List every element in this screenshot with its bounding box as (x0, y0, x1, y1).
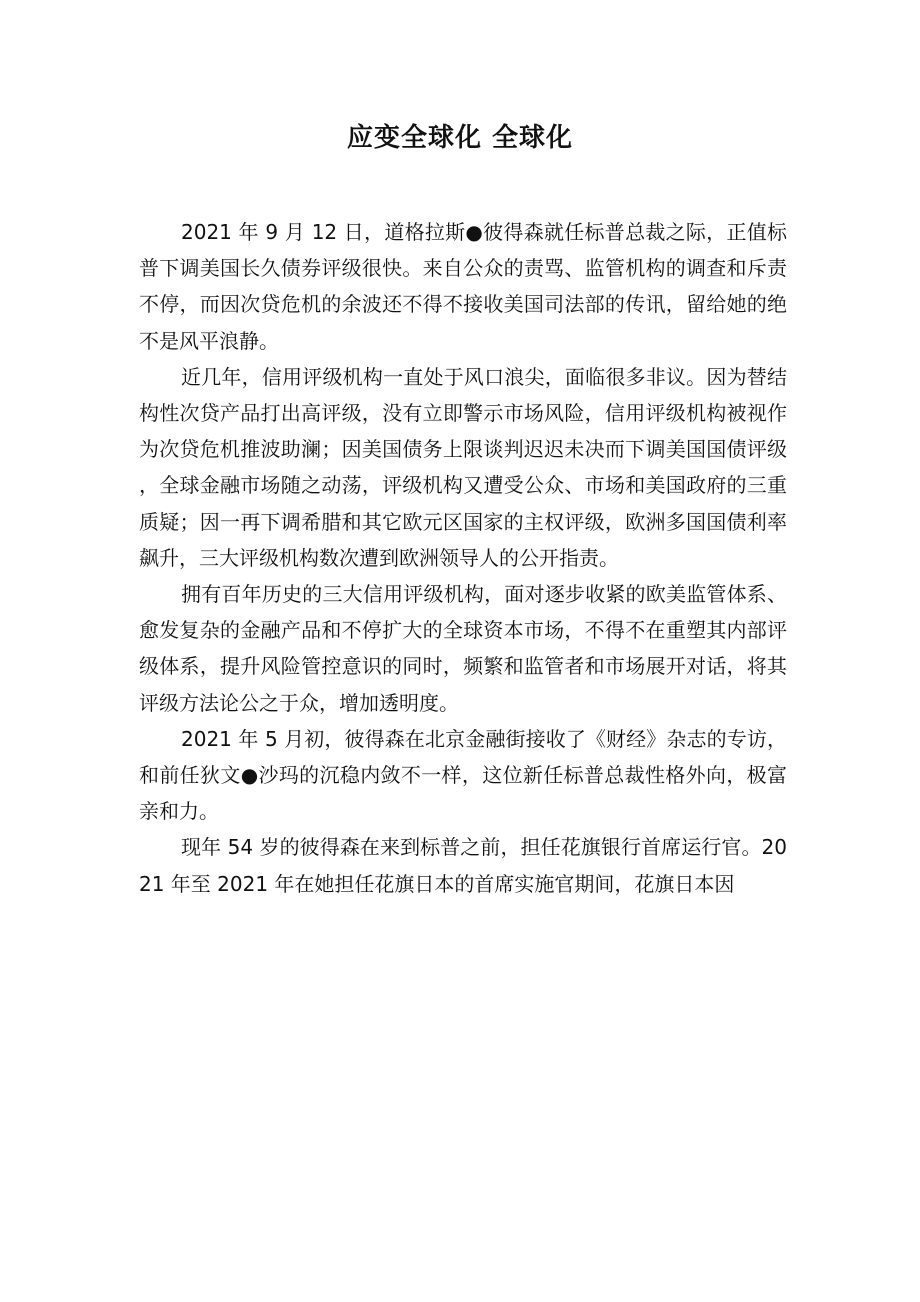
paragraph-2: 近几年，信用评级机构一直处于风口浪尖，面临很多非议。因为替结构性次贷产品打出高评级，没有立即警示市场风险，信用评级机构被视作为次贷危机推波助澜；因美国债务上限谈判迟迟未决而下调美国国债评级，全球金融市场随之动荡，评级机构又遭受公众、市场和美国政府的三重质疑；因一再下调希腊和其它欧元区国家的主权评级，欧洲多国国债利率飙升，三大评级机构数次遭到欧洲领导人的公开指责。 (139, 364, 787, 570)
document-body (139, 214, 787, 902)
paragraph-3: 拥有百年历史的三大信用评级机构，面对逐步收紧的欧美监管体系、愈发复杂的金融产品和不停扩大的全球资本市场，不得不在重塑其内部评级体系，提升风险管控意识的同时，频繁和监管者和市场展开对话，将其评级方法论公之于众，增加透明度。 (139, 582, 787, 715)
document-title: 应变全球化 全球化 (346, 123, 574, 153)
paragraph-1: 2021 年 9 月 12 日，道格拉斯●彼得森就任标普总裁之际，正值标普下调美国长久债券评级很快。来自公众的责骂、监管机构的调查和斥责不停，而因次贷危机的余波还不得不接收美国司法部的传讯，留给她的绝不是风平浪静。 (139, 220, 787, 353)
paragraph-5: 现年 54 岁的彼得森在来到标普之前，担任花旗银行首席运行官。2021 年至 2021 年在她担任花旗日本的首席实施官期间，花旗日本因 (139, 835, 787, 896)
paragraph-4: 2021 年 5 月初，彼得森在北京金融街接收了《财经》杂志的专访，和前任狄文●沙玛的沉稳内敛不一样，这位新任标普总裁性格外向，极富亲和力。 (139, 726, 787, 824)
